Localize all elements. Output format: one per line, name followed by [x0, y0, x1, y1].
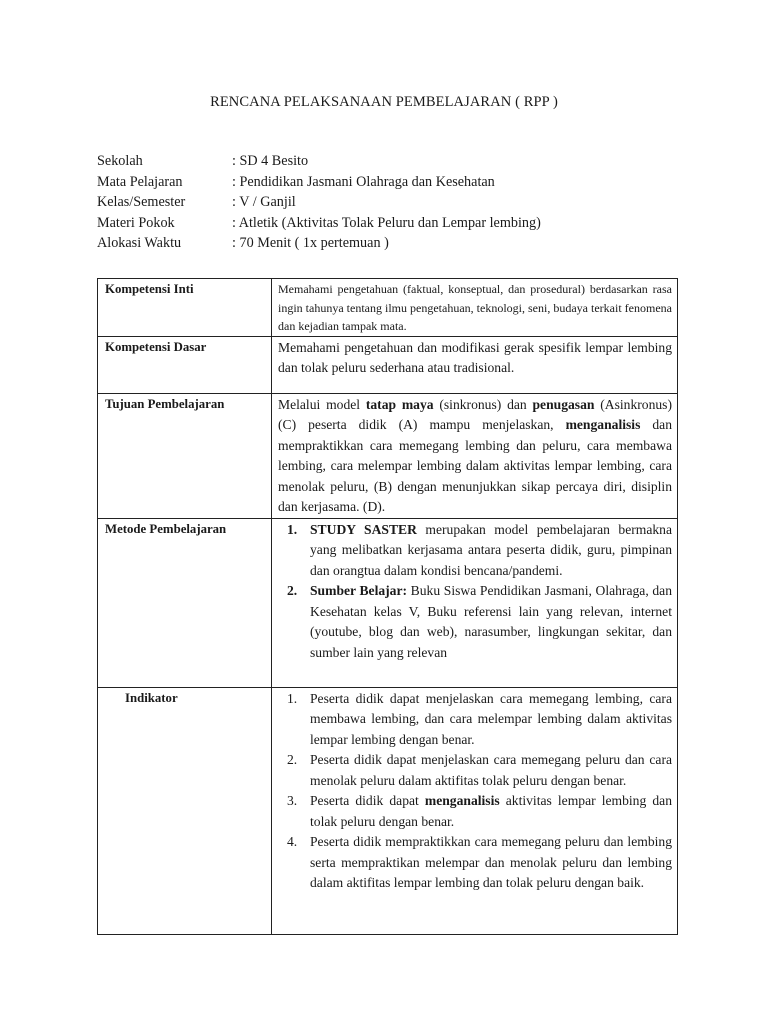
row-label: Indikator [98, 687, 272, 934]
text: (sinkronus) dan [433, 396, 533, 412]
identity-value: : V / Ganjil [232, 194, 296, 210]
row-kompetensi-inti [98, 279, 678, 337]
bold-text: menganalisis [565, 417, 641, 432]
identity-value: : Pendidikan Jasmani Olahraga dan Kesehatan [232, 173, 495, 190]
list-number: 2. [287, 752, 298, 767]
list-number: 2. [287, 583, 298, 598]
list-item [278, 791, 672, 832]
text: Buku Siswa Pendidikan Jasmani, Olahraga, dan Kesehatan kelas V, Buku referensi lain yang relevan, internet (youtube, blog dan web), narasumber, lingkungan sekitar, dan sumber lain yang relevan [310, 583, 672, 660]
row-kompetensi-dasar [98, 336, 678, 393]
row-label: Kompetensi Dasar [98, 336, 272, 393]
identity-key: Kelas/Semester [97, 194, 186, 210]
list-number: 1. [287, 521, 298, 537]
list-item [278, 832, 672, 894]
text: Peserta didik dapat [310, 793, 425, 808]
row-tujuan-pembelajaran [98, 393, 678, 518]
row-label: Metode Pembelajaran [98, 518, 272, 687]
list-number: 4. [287, 834, 298, 849]
text: Peserta didik dapat menjelaskan cara memegang peluru dan cara menolak peluru dalam aktifitas tolak peluru dengan benar. [310, 752, 672, 788]
row-content [272, 687, 678, 934]
indikator-list [278, 689, 672, 894]
identity-row-kelas-semester [97, 194, 541, 215]
list-item [278, 520, 672, 582]
text: Peserta didik mempraktikkan cara memegang peluru dan lembing serta mempraktikan melempar dan menolak peluru dan lembing dalam aktifitas lempar lembing dan tolak peluru dengan baik. [310, 834, 672, 890]
row-metode-pembelajaran [98, 518, 678, 687]
text: (Asinkronus) (C) peserta didik (A) mampu menjelaskan, [278, 396, 672, 432]
bold-text: STUDY SASTER [310, 521, 417, 537]
identity-key: Alokasi Waktu [97, 235, 182, 251]
identity-row-materi-pokok [97, 215, 541, 236]
list-number: 1. [287, 690, 298, 706]
list-item [278, 750, 672, 791]
document-title: RENCANA PELAKSANAAN PEMBELAJARAN ( RPP ) [210, 94, 558, 110]
row-label: Tujuan Pembelajaran [98, 393, 272, 518]
identity-value: : 70 Menit ( 1x pertemuan ) [232, 235, 389, 251]
row-content [272, 393, 678, 518]
identity-value: : SD 4 Besito [232, 153, 309, 169]
identity-key: Mata Pelajaran [97, 173, 183, 190]
identity-row-alokasi-waktu [97, 235, 541, 256]
bold-text: penugasan [532, 396, 595, 412]
identity-key: Materi Pokok [97, 214, 175, 231]
identity-table [97, 153, 541, 256]
identity-row-sekolah [97, 153, 541, 174]
identity-value: : Atletik (Aktivitas Tolak Peluru dan Lempar lembing) [232, 214, 541, 231]
list-item [278, 689, 672, 751]
text: Melalui model [278, 396, 366, 412]
bold-text: tatap maya [365, 396, 434, 412]
row-content: Memahami pengetahuan (faktual, konseptual, dan prosedural) berdasarkan rasa ingin tahunya tentang ilmu pengetahuan, teknologi, seni, budaya terkait fenomena dan kejadian tampak mata. [272, 279, 678, 337]
metode-list [278, 520, 672, 664]
text: dan mempraktikkan cara memegang lembing dan peluru, cara membawa lembing, cara melempar lembing dalam aktivitas lempar lembing, cara menolak peluru, (B) dengan menunjukkan sikap percaya diri, disiplin dan kerjasama. (D). [278, 417, 672, 514]
identity-row-mata-pelajaran [97, 174, 541, 195]
bold-text: Sumber Belajar: [310, 583, 408, 598]
identity-key: Sekolah [97, 153, 143, 169]
row-content [272, 518, 678, 687]
row-label: Kompetensi Inti [98, 279, 272, 337]
text: Peserta didik dapat menjelaskan cara memegang lembing, cara membawa lembing, dan cara melempar lembing dalam aktivitas lempar lembing dengan benar. [310, 690, 672, 747]
list-number: 3. [287, 793, 298, 808]
row-content: Memahami pengetahuan dan modifikasi gerak spesifik lempar lembing dan tolak peluru sederhana atau tradisional. [272, 336, 678, 393]
row-indikator [98, 687, 678, 934]
list-item [278, 581, 672, 663]
text: aktivitas lempar lembing dan tolak peluru dengan benar. [310, 793, 672, 829]
text: merupakan model pembelajaran bermakna yang melibatkan kerjasama antara peserta didik, guru, pimpinan dan orangtua dalam kondisi bencana/pandemi. [310, 521, 672, 578]
rpp-table [97, 278, 678, 935]
bold-text: menganalisis [424, 793, 500, 808]
